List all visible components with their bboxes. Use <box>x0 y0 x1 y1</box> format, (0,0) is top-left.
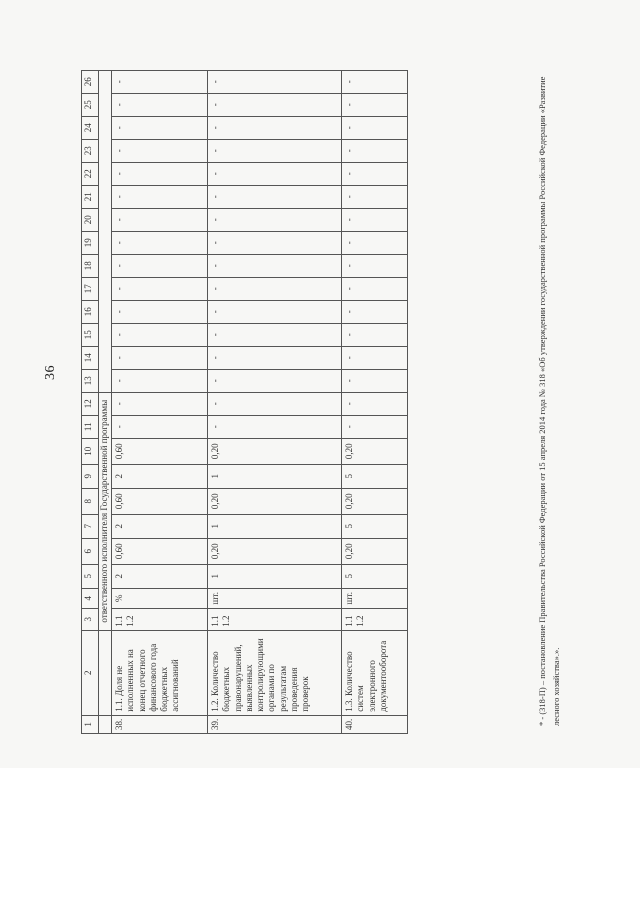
value-cell: 0,60 <box>112 488 208 514</box>
value-cell: - <box>342 231 408 254</box>
value-cell: - <box>342 116 408 139</box>
task-refs: 1.1 1.2 <box>342 608 408 630</box>
value-cell: - <box>208 208 342 231</box>
indicator-name: 1.3. Количество систем электронного документооборота <box>342 630 408 715</box>
value-cell: - <box>208 415 342 438</box>
value-cell: 5 <box>342 514 408 538</box>
value-cell: - <box>208 93 342 116</box>
column-number: 15 <box>82 323 99 346</box>
indicators-table <box>81 70 408 734</box>
value-cell: - <box>342 70 408 93</box>
column-number: 19 <box>82 231 99 254</box>
column-number: 20 <box>82 208 99 231</box>
value-cell: 2 <box>112 464 208 488</box>
value-cell: - <box>342 323 408 346</box>
value-cell: - <box>208 139 342 162</box>
value-cell: - <box>112 70 208 93</box>
value-cell: - <box>208 369 342 392</box>
column-number: 9 <box>82 464 99 488</box>
value-cell: - <box>112 93 208 116</box>
column-number-row <box>82 70 99 733</box>
value-cell: 5 <box>342 564 408 588</box>
value-cell: - <box>112 254 208 277</box>
column-number: 16 <box>82 300 99 323</box>
task-refs: 1.1 1.2 <box>208 608 342 630</box>
table-row <box>342 70 408 733</box>
value-cell: 0,60 <box>112 538 208 564</box>
unit: % <box>112 588 208 608</box>
value-cell: - <box>112 392 208 415</box>
footnote <box>535 26 564 726</box>
column-number: 10 <box>82 438 99 464</box>
row-number: 40. <box>342 715 408 733</box>
column-number: 13 <box>82 369 99 392</box>
page-number: 36 <box>43 365 58 380</box>
unit: шт. <box>208 588 342 608</box>
value-cell: - <box>112 162 208 185</box>
value-cell: - <box>112 369 208 392</box>
row-number: 38. <box>112 715 208 733</box>
value-cell: - <box>342 162 408 185</box>
row-number: 39. <box>208 715 342 733</box>
banner-empty-cell <box>99 70 112 392</box>
value-cell: - <box>342 254 408 277</box>
banner-empty-cell <box>99 630 112 715</box>
footnote-line-1: * - (318-П) – постановление Правительства Российской Федерации от 15 апреля 2014 года № 318 «Об утверждении государственной программы Российской Федерации «Развитие <box>537 76 547 726</box>
value-cell: - <box>208 392 342 415</box>
value-cell: - <box>208 323 342 346</box>
column-number: 24 <box>82 116 99 139</box>
value-cell: 0,20 <box>342 488 408 514</box>
value-cell: - <box>208 162 342 185</box>
value-cell: - <box>342 346 408 369</box>
column-number: 1 <box>82 715 99 733</box>
column-number: 2 <box>82 630 99 715</box>
value-cell: 0,60 <box>112 438 208 464</box>
banner-empty-cell <box>99 715 112 733</box>
value-cell: - <box>208 116 342 139</box>
value-cell: - <box>112 415 208 438</box>
column-number: 4 <box>82 588 99 608</box>
column-number: 22 <box>82 162 99 185</box>
value-cell: 1 <box>208 564 342 588</box>
column-number: 21 <box>82 185 99 208</box>
column-number: 17 <box>82 277 99 300</box>
value-cell: - <box>112 300 208 323</box>
value-cell: 1 <box>208 514 342 538</box>
value-cell: - <box>208 70 342 93</box>
indicator-name: 1.1. Доля не исполненных на конец отчетного финансового года бюджетных ассигнований <box>112 630 208 715</box>
value-cell: - <box>342 392 408 415</box>
value-cell: 1 <box>208 464 342 488</box>
value-cell: 5 <box>342 464 408 488</box>
table-row <box>112 70 208 733</box>
value-cell: - <box>112 185 208 208</box>
value-cell: 0,20 <box>208 438 342 464</box>
section-banner: ответственного исполнителя Государственной программы <box>99 392 112 630</box>
section-banner-row <box>99 70 112 733</box>
value-cell: 2 <box>112 514 208 538</box>
value-cell: 0,20 <box>208 538 342 564</box>
column-number: 8 <box>82 488 99 514</box>
value-cell: - <box>208 346 342 369</box>
value-cell: - <box>342 185 408 208</box>
value-cell: - <box>342 415 408 438</box>
column-number: 26 <box>82 70 99 93</box>
table-row <box>208 70 342 733</box>
value-cell: 0,20 <box>342 438 408 464</box>
value-cell: - <box>112 116 208 139</box>
value-cell: - <box>112 346 208 369</box>
value-cell: - <box>208 185 342 208</box>
value-cell: - <box>342 369 408 392</box>
unit: шт. <box>342 588 408 608</box>
value-cell: - <box>208 231 342 254</box>
value-cell: - <box>112 277 208 300</box>
column-number: 14 <box>82 346 99 369</box>
column-number: 5 <box>82 564 99 588</box>
value-cell: - <box>208 300 342 323</box>
value-cell: - <box>208 277 342 300</box>
footnote-line-2: лесного хозяйства».». <box>551 647 562 726</box>
value-cell: - <box>342 300 408 323</box>
value-cell: - <box>112 231 208 254</box>
value-cell: - <box>112 208 208 231</box>
value-cell: 0,20 <box>208 488 342 514</box>
value-cell: - <box>342 277 408 300</box>
value-cell: 2 <box>112 564 208 588</box>
column-number: 11 <box>82 415 99 438</box>
value-cell: - <box>112 139 208 162</box>
value-cell: - <box>342 208 408 231</box>
indicator-name: 1.2. Количество бюджетных правонарушений, выявленных контролирующими органами по результатам проведения проверок <box>208 630 342 715</box>
rotated-page-content <box>35 5 595 740</box>
value-cell: - <box>342 139 408 162</box>
column-number: 12 <box>82 392 99 415</box>
value-cell: - <box>342 93 408 116</box>
column-number: 25 <box>82 93 99 116</box>
value-cell: - <box>112 323 208 346</box>
value-cell: - <box>208 254 342 277</box>
column-number: 7 <box>82 514 99 538</box>
blank-area <box>0 768 640 905</box>
column-number: 6 <box>82 538 99 564</box>
value-cell: 0,20 <box>342 538 408 564</box>
column-number: 3 <box>82 608 99 630</box>
column-number: 18 <box>82 254 99 277</box>
task-refs: 1.1 1.2 <box>112 608 208 630</box>
column-number: 23 <box>82 139 99 162</box>
